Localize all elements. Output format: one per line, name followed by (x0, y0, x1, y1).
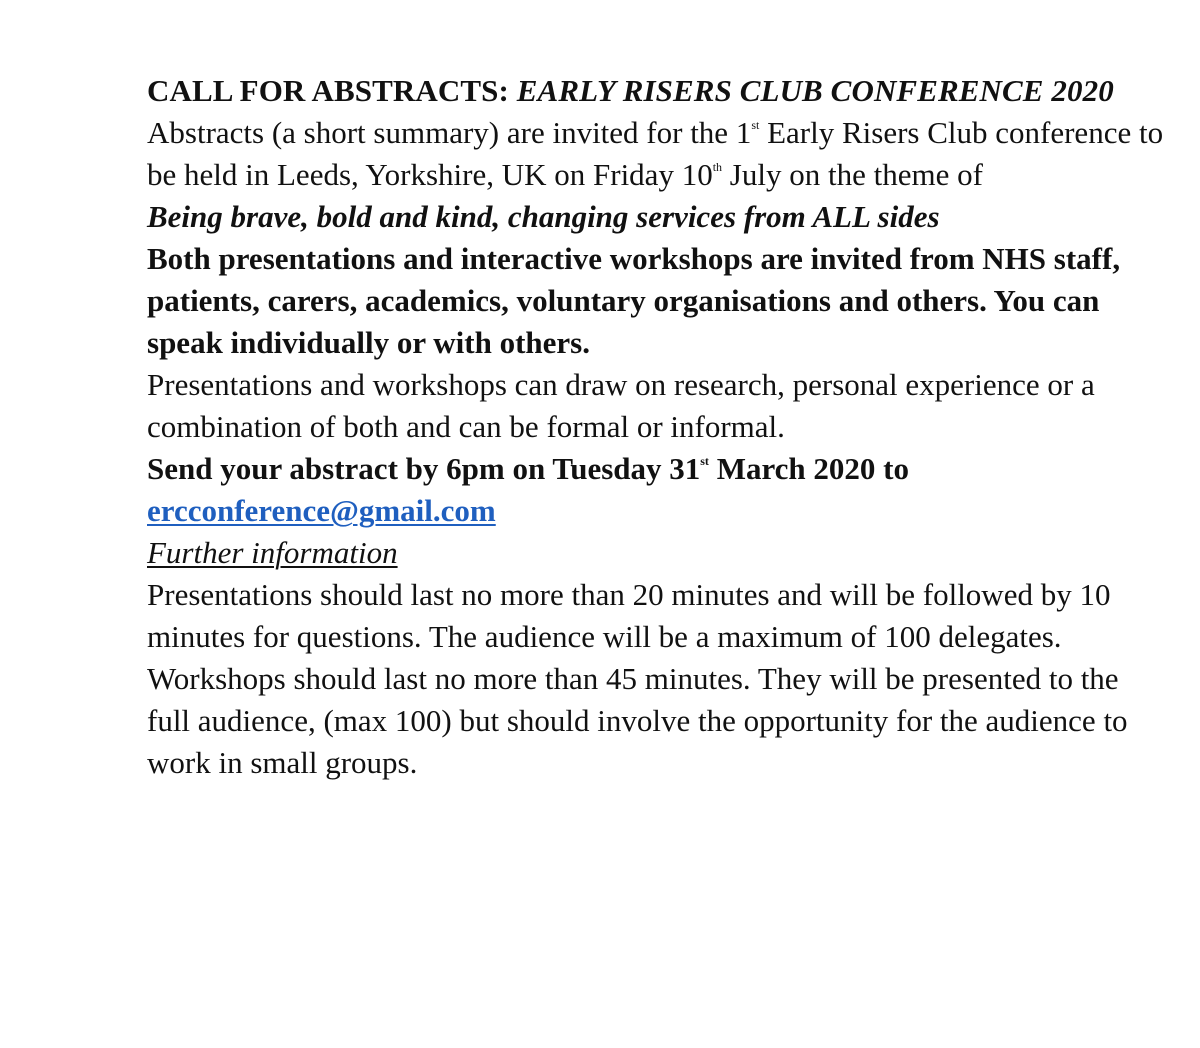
deadline-paragraph (147, 448, 1167, 532)
intro-text-2: Early Risers Club conference to be held in Leeds, Yorkshire, UK on Friday 10 (147, 115, 1164, 192)
deadline-text-2: March 2020 to (708, 451, 909, 486)
title-prefix: CALL FOR ABSTRACTS: (147, 73, 517, 108)
further-information-label: Further information (147, 535, 398, 570)
deadline-text-1: Send your abstract by 6pm on Tuesday 31 (147, 451, 701, 486)
intro-text-1: Abstracts (a short summary) are invited for the 1 (147, 115, 752, 150)
intro-paragraph (147, 112, 1167, 196)
document-body (147, 70, 1167, 784)
further-information-heading (147, 532, 1167, 574)
page-title (147, 70, 1167, 112)
workshops-info-paragraph: Workshops should last no more than 45 minutes. They will be presented to the full audience, (max 100) but should involve the opportunity for the audience to work in small groups. (147, 661, 1128, 780)
ordinal-suffix: st (700, 454, 709, 468)
content-note-paragraph: Presentations and workshops can draw on research, personal experience or a combination of both and can be formal or informal. (147, 367, 1095, 444)
email-link[interactable]: ercconference@gmail.com (147, 493, 496, 528)
invitation-paragraph: Both presentations and interactive workshops are invited from NHS staff, patients, carers, academics, voluntary organisations and others. You can speak individually or with others. (147, 241, 1121, 360)
ordinal-suffix: th (712, 160, 723, 174)
theme-statement: Being brave, bold and kind, changing services from ALL sides (147, 199, 940, 234)
presentations-info-paragraph: Presentations should last no more than 20 minutes and will be followed by 10 minutes for questions. The audience will be a maximum of 100 delegates. (147, 577, 1111, 654)
ordinal-suffix: st (751, 118, 760, 132)
title-event-name: EARLY RISERS CLUB CONFERENCE 2020 (516, 73, 1114, 108)
intro-text-3: July on the theme of (722, 157, 983, 192)
